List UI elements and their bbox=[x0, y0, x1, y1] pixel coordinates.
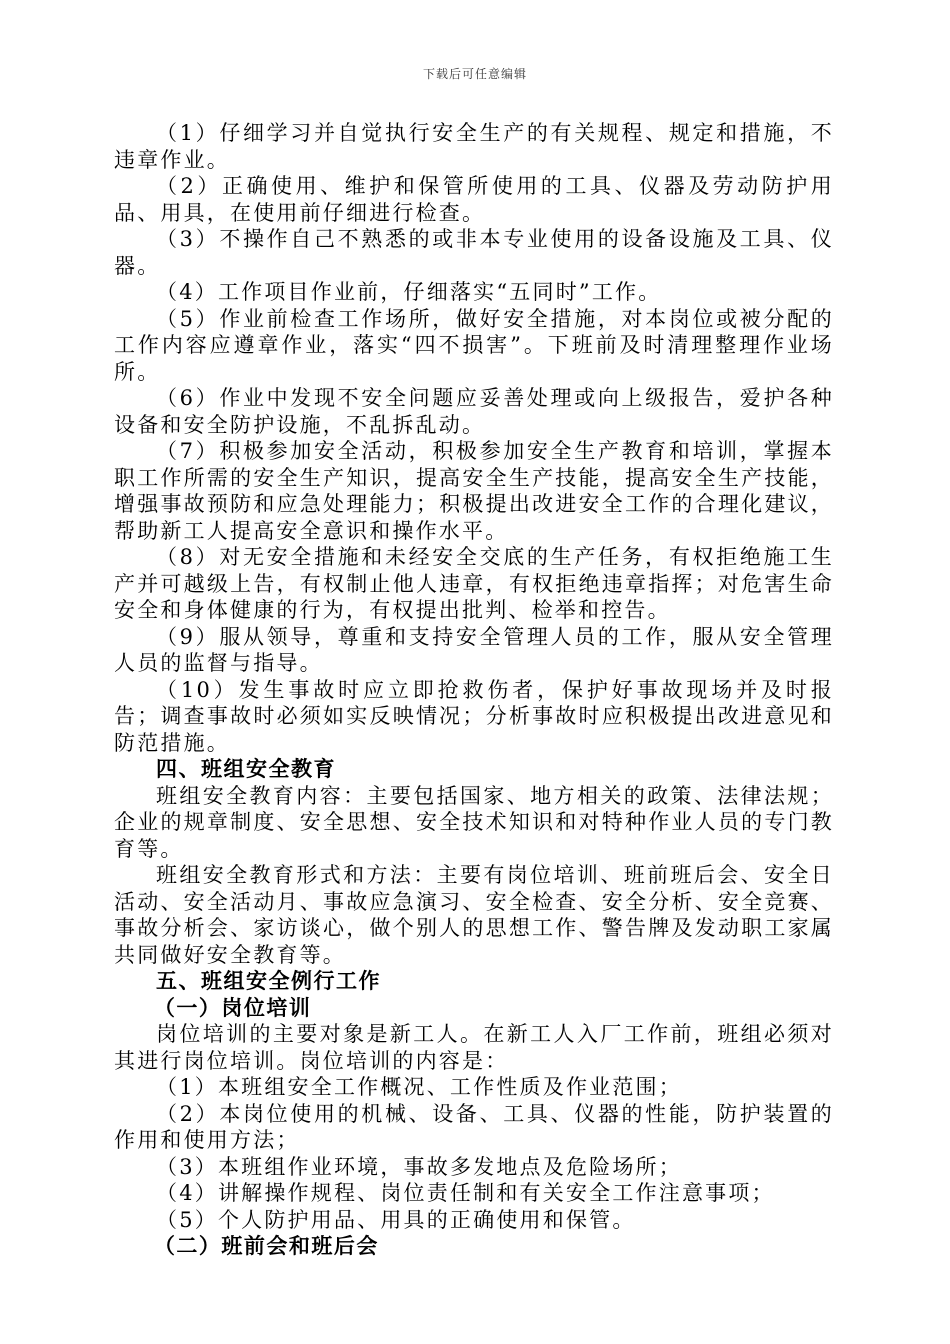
paragraph-item-9: （9）服从领导，尊重和支持安全管理人员的工作，服从安全管理人员的监督与指导。 bbox=[114, 624, 834, 675]
paragraph-item-8: （8）对无安全措施和未经安全交底的生产任务，有权拒绝施工生产并可越级上告，有权制止他人违章，有权拒绝违章指挥；对危害生命安全和身体健康的行为，有权提出批判、检举和控告。 bbox=[114, 545, 834, 622]
subsection-heading-2: （二）班前会和班后会 bbox=[153, 1233, 379, 1258]
document-body bbox=[114, 120, 834, 1260]
training-item-1: （1）本班组安全工作概况、工作性质及作业范围； bbox=[156, 1075, 682, 1099]
paragraph-item-2: （2）正确使用、维护和保管所使用的工具、仪器及劳动防护用品、用具，在使用前仔细进行检查。 bbox=[114, 174, 834, 225]
training-item-3: （3）本班组作业环境，事故多发地点及危险场所； bbox=[156, 1154, 682, 1179]
paragraph-item-6: （6）作业中发现不安全问题应妥善处理或向上级报告，爱护各种设备和安全防护设施，不乱拆乱动。 bbox=[114, 386, 834, 437]
subsection-heading-1: （一）岗位培训 bbox=[153, 994, 312, 1020]
paragraph-education-content: 班组安全教育内容：主要包括国家、地方相关的政策、法律法规；企业的规章制度、安全思想、安全技术知识和对特种作业人员的专门教育等。 bbox=[114, 783, 834, 861]
training-item-4: （4）讲解操作规程、岗位责任制和有关安全工作注意事项； bbox=[156, 1181, 775, 1205]
training-item-2: （2）本岗位使用的机械、设备、工具、仪器的性能，防护装置的作用和使用方法； bbox=[114, 1101, 834, 1152]
section-heading-5: 五、班组安全例行工作 bbox=[156, 968, 381, 993]
paragraph-training-intro: 岗位培训的主要对象是新工人。在新工人入厂工作前，班组必须对其进行岗位培训。岗位培训的内容是： bbox=[114, 1022, 834, 1073]
paragraph-item-3: （3）不操作自己不熟悉的或非本专业使用的设备设施及工具、仪器。 bbox=[114, 227, 834, 278]
paragraph-item-1: （1）仔细学习并自觉执行安全生产的有关规程、规定和措施，不违章作业。 bbox=[114, 121, 834, 172]
paragraph-item-10: （10）发生事故时应立即抢救伤者，保护好事故现场并及时报告；调查事故时必须如实反映情况；分析事故时应积极提出改进意见和防范措施。 bbox=[114, 677, 834, 755]
section-heading-4: 四、班组安全教育 bbox=[156, 756, 336, 781]
page-header-note: 下载后可任意编辑 bbox=[422, 67, 527, 81]
paragraph-item-5: （5）作业前检查工作场所，做好安全措施，对本岗位或被分配的工作内容应遵章作业，落实“四不损害”。下班前及时清理整理作业场所。 bbox=[114, 306, 834, 384]
training-item-5: （5）个人防护用品、用具的正确使用和保管。 bbox=[156, 1207, 636, 1232]
paragraph-item-7: （7）积极参加安全活动，积极参加安全生产教育和培训，掌握本职工作所需的安全生产知识，提高安全生产技能，提高安全生产技能，增强事故预防和应急处理能力；积极提出改进安全工作的合理化建议，帮助新工人提高安全意识和操作水平。 bbox=[114, 439, 834, 543]
paragraph-education-methods: 班组安全教育形式和方法：主要有岗位培训、班前班后会、安全日活动、安全活动月、事故应急演习、安全检查、安全分析、安全竞赛、事故分析会、家访谈心，做个别人的思想工作、警告牌及发动职工家属共同做好安全教育等。 bbox=[114, 863, 834, 967]
paragraph-item-4: （4）工作项目作业前，仔细落实“五同时”工作。 bbox=[156, 280, 662, 304]
